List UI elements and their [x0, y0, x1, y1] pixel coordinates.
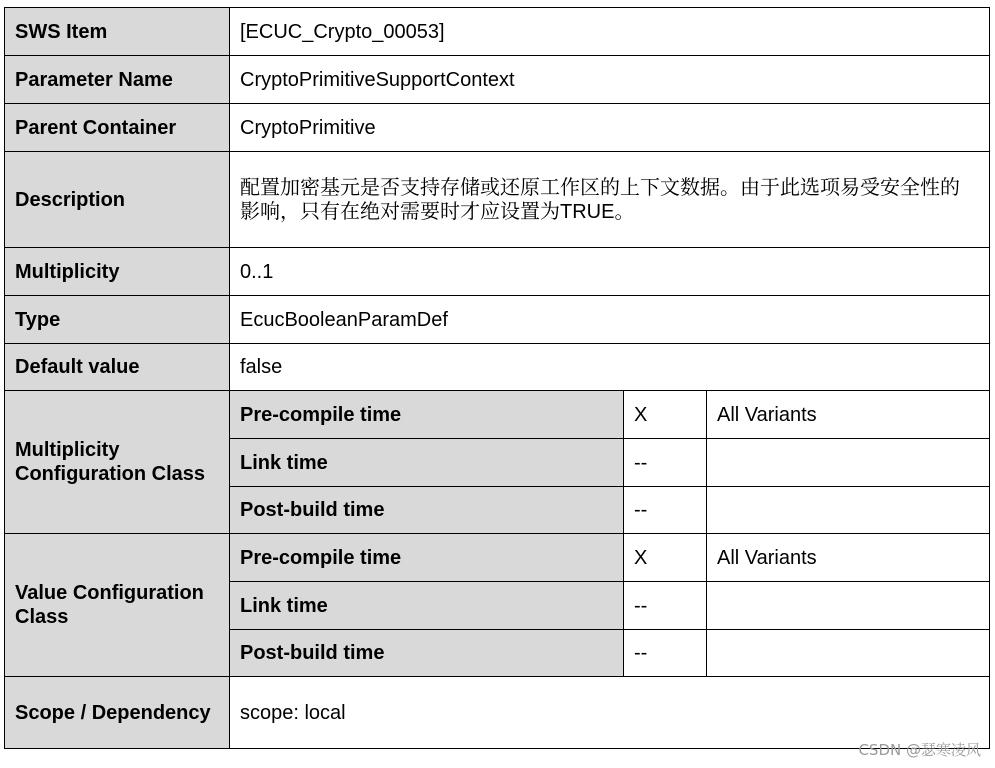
multiplicity-value: 0..1 [230, 248, 990, 296]
parent-container-value: CryptoPrimitive [230, 104, 990, 152]
sws-item-row [5, 8, 990, 56]
description-row [5, 152, 990, 248]
multiplicity-config-class-label: Multiplicity Configuration Class [5, 391, 230, 534]
value-config-class-label: Value Configuration Class [5, 534, 230, 677]
vcc-link-mark: -- [624, 582, 707, 630]
vcc-post-build-mark: -- [624, 630, 707, 677]
multiplicity-row [5, 248, 990, 296]
vcc-pre-compile-label: Pre-compile time [230, 534, 624, 582]
vcc-link-variants [707, 582, 990, 630]
type-value: EcucBooleanParamDef [230, 296, 990, 344]
scope-value: scope: local [230, 677, 990, 749]
parent-container-row [5, 104, 990, 152]
default-value-value: false [230, 344, 990, 391]
mcc-link-mark: -- [624, 439, 707, 487]
scope-label: Scope / Dependency [5, 677, 230, 749]
mcc-link-variants [707, 439, 990, 487]
value-config-row-pre [5, 534, 990, 582]
mcc-pre-compile-variants: All Variants [707, 391, 990, 439]
multiplicity-config-row-pre [5, 391, 990, 439]
scope-row [5, 677, 990, 749]
description-value: 配置加密基元是否支持存储或还原工作区的上下文数据。由于此选项易受安全性的影响，只有在绝对需要时才应设置为TRUE。 [230, 152, 990, 248]
mcc-post-build-mark: -- [624, 487, 707, 534]
mcc-link-label: Link time [230, 439, 624, 487]
vcc-post-build-label: Post-build time [230, 630, 624, 677]
vcc-pre-compile-mark: X [624, 534, 707, 582]
multiplicity-label: Multiplicity [5, 248, 230, 296]
parameter-spec-table [4, 7, 990, 749]
mcc-pre-compile-mark: X [624, 391, 707, 439]
mcc-post-build-label: Post-build time [230, 487, 624, 534]
vcc-pre-compile-variants: All Variants [707, 534, 990, 582]
type-row [5, 296, 990, 344]
description-label: Description [5, 152, 230, 248]
mcc-post-build-variants [707, 487, 990, 534]
default-value-row [5, 344, 990, 391]
type-label: Type [5, 296, 230, 344]
parameter-name-value: CryptoPrimitiveSupportContext [230, 56, 990, 104]
watermark: CSDN @瑟寒凌风 [858, 741, 981, 759]
parameter-name-label: Parameter Name [5, 56, 230, 104]
sws-item-label: SWS Item [5, 8, 230, 56]
parameter-name-row [5, 56, 990, 104]
mcc-pre-compile-label: Pre-compile time [230, 391, 624, 439]
default-value-label: Default value [5, 344, 230, 391]
parent-container-label: Parent Container [5, 104, 230, 152]
vcc-link-label: Link time [230, 582, 624, 630]
vcc-post-build-variants [707, 630, 990, 677]
sws-item-value: [ECUC_Crypto_00053] [230, 8, 990, 56]
